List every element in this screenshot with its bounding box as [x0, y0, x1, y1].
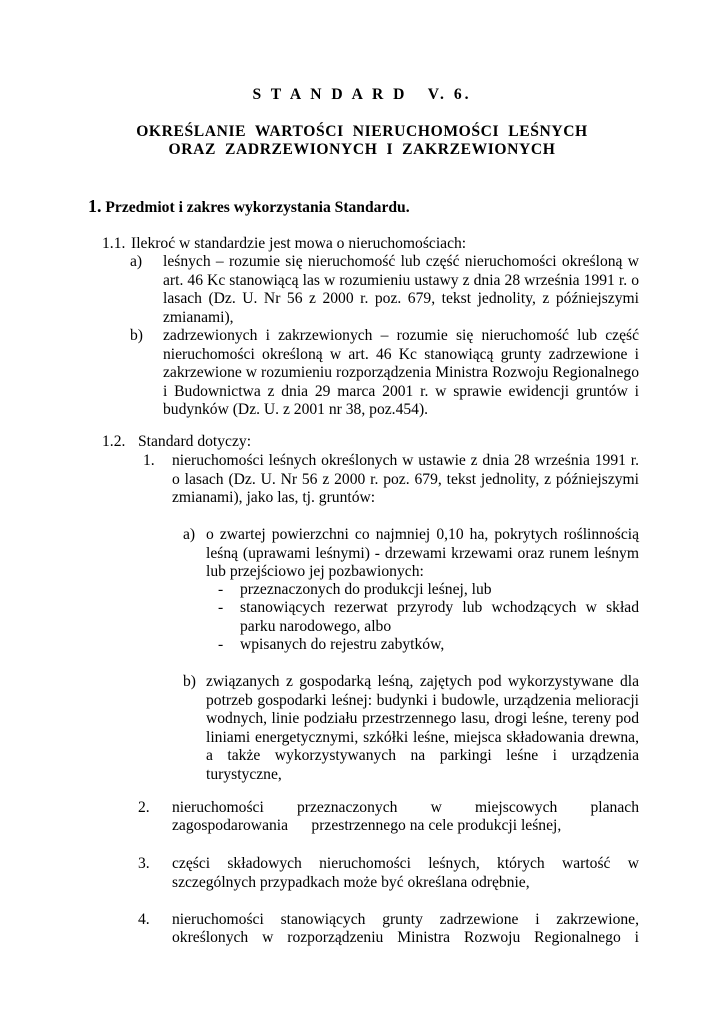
list-label-1-a: a) — [183, 526, 196, 543]
item-1-text: nieruchomości leśnych określonych w ustawie z dnia 28 września 1991 r. o lasach (Dz. U. Nr 56 z 2000 r. poz. 679, tekst jednolity, z późniejszymi zmianami), jako las, tj. gruntów: — [172, 452, 639, 506]
item-3-text: części składowych nieruchomości leśnych, których wartość w szczególnych przypadkach może być określana odrębnie, — [172, 855, 639, 891]
document-title-line-1: OKREŚLANIE WARTOŚCI NIERUCHOMOŚCI LEŚNYCH — [136, 123, 588, 140]
paragraph-1-1-label: 1.1. — [102, 235, 126, 252]
definition-lesnych: leśnych – rozumie się nieruchomość lub część nieruchomości określoną w art. 46 Kc stanowiącą las w rozumieniu ustawy z dnia 28 września 1991 r. o lasach (Dz. U. Nr 56 z 2000 r. poz. 679, tekst jednolity, z późniejszymi zmianami), — [163, 253, 639, 326]
list-label-1: 1. — [143, 452, 155, 469]
section-title: Przedmiot i zakres wykorzystania Standardu. — [101, 199, 410, 216]
standard-number: S T A N D A R D V. 6. — [252, 86, 472, 103]
paragraph-1-2-intro: Standard dotyczy: — [138, 433, 252, 450]
section-heading — [88, 197, 410, 218]
list-label-a: a) — [130, 253, 143, 270]
list-label-3: 3. — [138, 855, 150, 872]
paragraph-1-1-intro: Ilekroć w standardzie jest mowa o nieruchomościach: — [131, 235, 467, 252]
item-2-line-2: zagospodarowania przestrzennego na cele produkcji leśnej, — [172, 817, 562, 834]
list-label-b: b) — [130, 327, 143, 344]
list-label-2: 2. — [138, 799, 150, 816]
item-1-b-text: związanych z gospodarką leśną, zajętych pod wykorzystywane dla potrzeb gospodarki leśnej: budynki i budowle, urządzenia melioracji wodnych, linie podziału przestrzennego lasu, drogi leśne, tereny pod liniami energetycznymi, szkółki leśne, miejsca składowania drewna, a także wykorzystywanych na parkingi leśne i urządzenia turystyczne, — [206, 673, 639, 783]
list-label-1-b: b) — [183, 673, 196, 690]
item-4-line-1: nieruchomości stanowiących grunty zadrzewione i zakrzewione, — [172, 911, 639, 928]
item-1-a-text: o zwartej powierzchni co najmniej 0,10 ha, pokrytych roślinnością leśną (uprawami leśnymi) - drzewami krzewami oraz runem leśnym lub przejściowo jej pozbawionych: — [206, 526, 639, 580]
section-number: 1. — [88, 196, 102, 216]
item-2-line-1: nieruchomości przeznaczonych w miejscowych planach — [172, 799, 639, 816]
item-4-line-2: określonych w rozporządzeniu Ministra Rozwoju Regionalnego i — [172, 929, 639, 946]
dash-bullet: - — [218, 599, 224, 616]
dash-bullet: - — [218, 636, 224, 653]
dash-item-rezerwat: stanowiących rezerwat przyrody lub wchodzących w skład parku narodowego, albo — [240, 599, 639, 635]
dash-item-produkcja: przeznaczonych do produkcji leśnej, lub — [240, 581, 492, 598]
paragraph-1-2-label: 1.2. — [102, 433, 126, 450]
dash-bullet: - — [218, 581, 224, 598]
dash-item-zabytki: wpisanych do rejestru zabytków, — [240, 636, 445, 653]
list-label-4: 4. — [138, 911, 150, 928]
definition-zadrzewionych: zadrzewionych i zakrzewionych – rozumie się nieruchomość lub część nieruchomości określoną w art. 46 Kc stanowiącą grunty zadrzewione i zakrzewione w rozumieniu rozporządzenia Ministra Rozwoju Regionalnego i Budownictwa z dnia 29 marca 2001 r. w sprawie ewidencji gruntów i budynków (Dz. U. z 2001 nr 38, poz.454). — [163, 327, 639, 418]
document-title-line-2: ORAZ ZADRZEWIONYCH I ZAKRZEWIONYCH — [168, 141, 556, 158]
